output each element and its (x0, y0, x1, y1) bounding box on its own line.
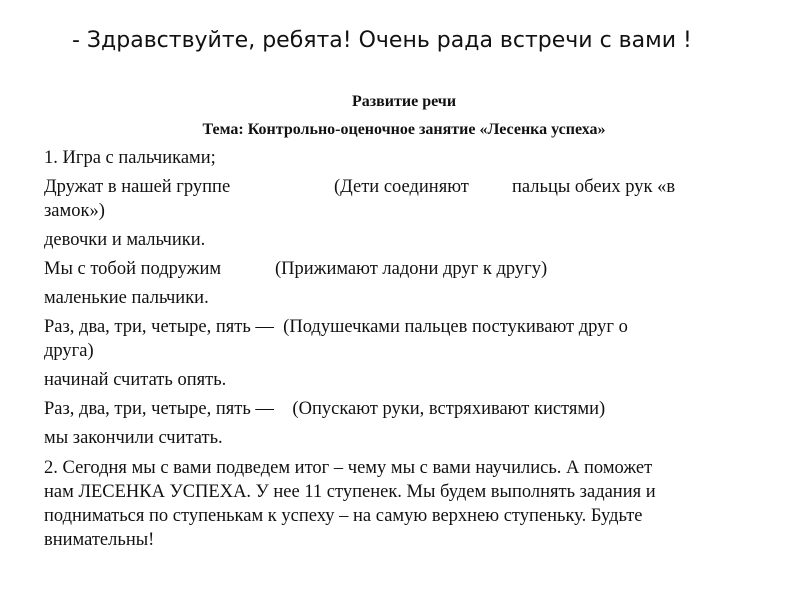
item-2-line-3: подниматься по ступенькам к успеху – на самую верхнею ступеньку. Будьте (44, 506, 643, 526)
lesson-title: Развитие речи (351, 93, 457, 110)
verse-line-4: маленькие пальчики. (44, 288, 209, 308)
verse-line-1-action: (Дети соединяют (334, 177, 469, 197)
verse-line-5 (44, 315, 764, 363)
item-2 (44, 456, 764, 552)
verse-line-3 (44, 257, 764, 281)
verse-line-1-action-cont: пальцы обеих рук «в (512, 177, 676, 197)
lesson-topic: Тема: Контрольно-оценочное занятие «Лесенка успеха» (202, 121, 606, 138)
verse-line-2: девочки и мальчики. (44, 230, 206, 250)
verse-line-5-wrap: друга) (44, 341, 94, 361)
greeting-heading: - Здравствуйте, ребята! Очень рада встречи с вами ! (72, 28, 692, 53)
verse-line-1-text: Дружат в нашей группе (44, 177, 231, 197)
lesson-body (44, 146, 764, 552)
verse-line-5-text: Раз, два, три, четыре, пять — (Подушечками пальцев постукивают друг о (44, 317, 628, 337)
verse-line-1 (44, 175, 764, 223)
verse-line-3-text: Мы с тобой подружим (44, 259, 222, 279)
item-2-line-1: 2. Сегодня мы с вами подведем итог – чему мы с вами научились. А поможет (44, 458, 653, 478)
verse-line-1-wrap: замок») (44, 201, 105, 221)
verse-line-3-action: (Прижимают ладони друг к другу) (275, 259, 548, 279)
verse-line-8: мы закончили считать. (44, 428, 223, 448)
verse-line-7: Раз, два, три, четыре, пять — (Опускают руки, встряхивают кистями) (44, 399, 606, 419)
item-2-line-4: внимательны! (44, 530, 155, 550)
item-2-line-2: нам ЛЕСЕНКА УСПЕХА. У нее 11 ступенек. Мы будем выполнять задания и (44, 482, 656, 502)
verse-line-6: начинай считать опять. (44, 370, 227, 390)
item-1: 1. Игра с пальчиками; (44, 148, 216, 168)
